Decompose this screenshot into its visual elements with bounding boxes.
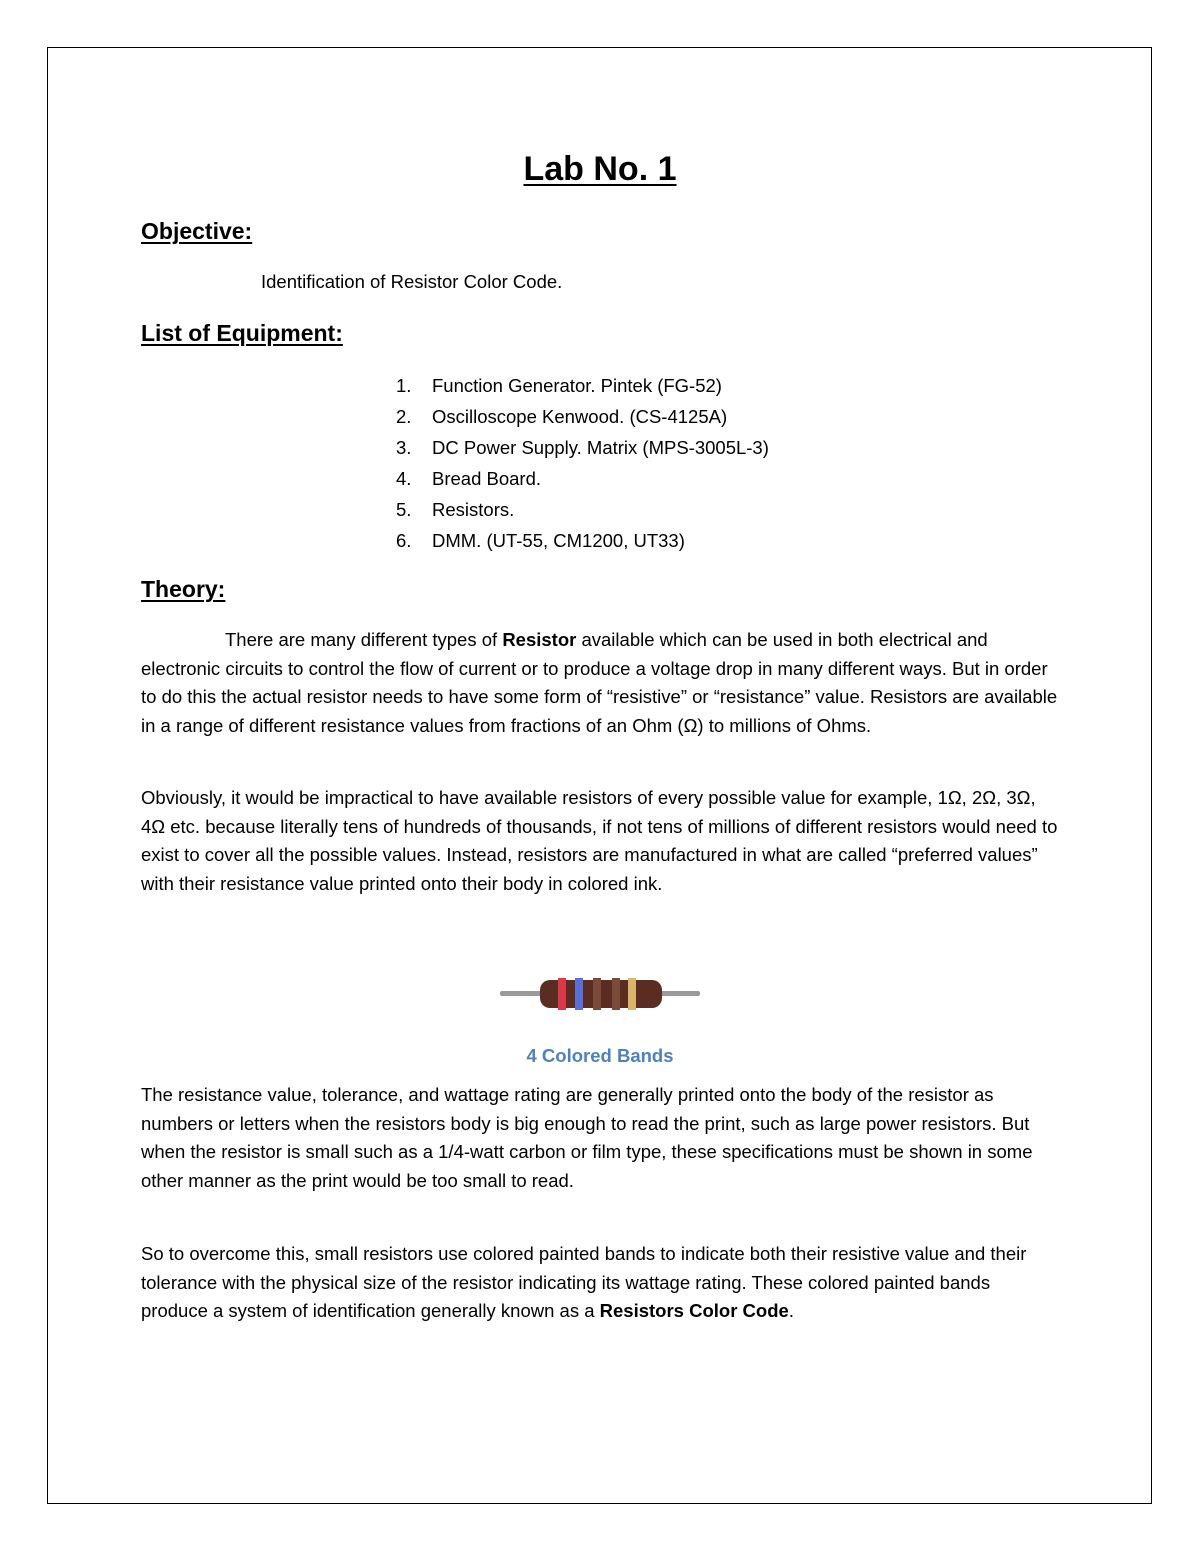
theory-paragraph-3: The resistance value, tolerance, and wattage rating are generally printed onto the body of the resistor as numbers or letters when the resistors body is big enough to read the print, such as large power resistors. But when the resistor is small such as a 1/4-watt carbon or film type, these specifications must be shown in some other manner as the print would be too small to read. <box>141 1084 1033 1192</box>
resistor-band-brown <box>593 978 601 1010</box>
theory-paragraph-2: Obviously, it would be impractical to have available resistors of every possible value for example, 1Ω, 2Ω, 3Ω, 4Ω etc. because literally tens of hundreds of thousands, if not tens of millions of different resistors would need to exist to cover all the possible values. Instead, resistors are manufactured in what are called “preferred values” with their resistance value printed onto their body in colored ink. <box>141 787 1058 895</box>
list-item: 2. Oscilloscope Kenwood. (CS-4125A) <box>396 406 728 427</box>
theory-heading: Theory: <box>141 576 226 602</box>
resistor-band-gold <box>628 978 636 1010</box>
list-item: 1. Function Generator. Pintek (FG-52) <box>396 375 722 396</box>
objective-heading: Objective: <box>141 218 253 244</box>
list-item: 6. DMM. (UT-55, CM1200, UT33) <box>396 530 685 551</box>
resistor-band-blue <box>575 978 583 1010</box>
equipment-list <box>396 370 769 556</box>
figure-caption: 4 Colored Bands <box>526 1045 674 1066</box>
resistor-image <box>500 966 700 1022</box>
resistor-band-red <box>558 978 566 1010</box>
list-item: 3. DC Power Supply. Matrix (MPS-3005L-3) <box>396 437 769 458</box>
page-title: Lab No. 1 <box>523 150 677 188</box>
list-item: 5. Resistors. <box>396 499 515 520</box>
theory-paragraph-1: There are many different types of Resistor available which can be used in both electrical and electronic circuits to control the flow of current or to produce a voltage drop in many different ways. But in order to do this the actual resistor needs to have some form of “resistive” or “resistance” value. Resistors are available in a range of different resistance values from fractions of an Ohm (Ω) to millions of Ohms. <box>141 629 1058 737</box>
objective-text: Identification of Resistor Color Code. <box>261 271 563 292</box>
list-item: 4. Bread Board. <box>396 468 542 489</box>
resistor-band-brown-2 <box>612 978 620 1010</box>
equipment-heading: List of Equipment: <box>141 320 343 346</box>
theory-paragraph-4: So to overcome this, small resistors use colored painted bands to indicate both their resistive value and their tolerance with the physical size of the resistor indicating its wattage rating. These colored painted bands produce a system of identification generally known as a Resistors Color Code. <box>141 1243 1027 1322</box>
